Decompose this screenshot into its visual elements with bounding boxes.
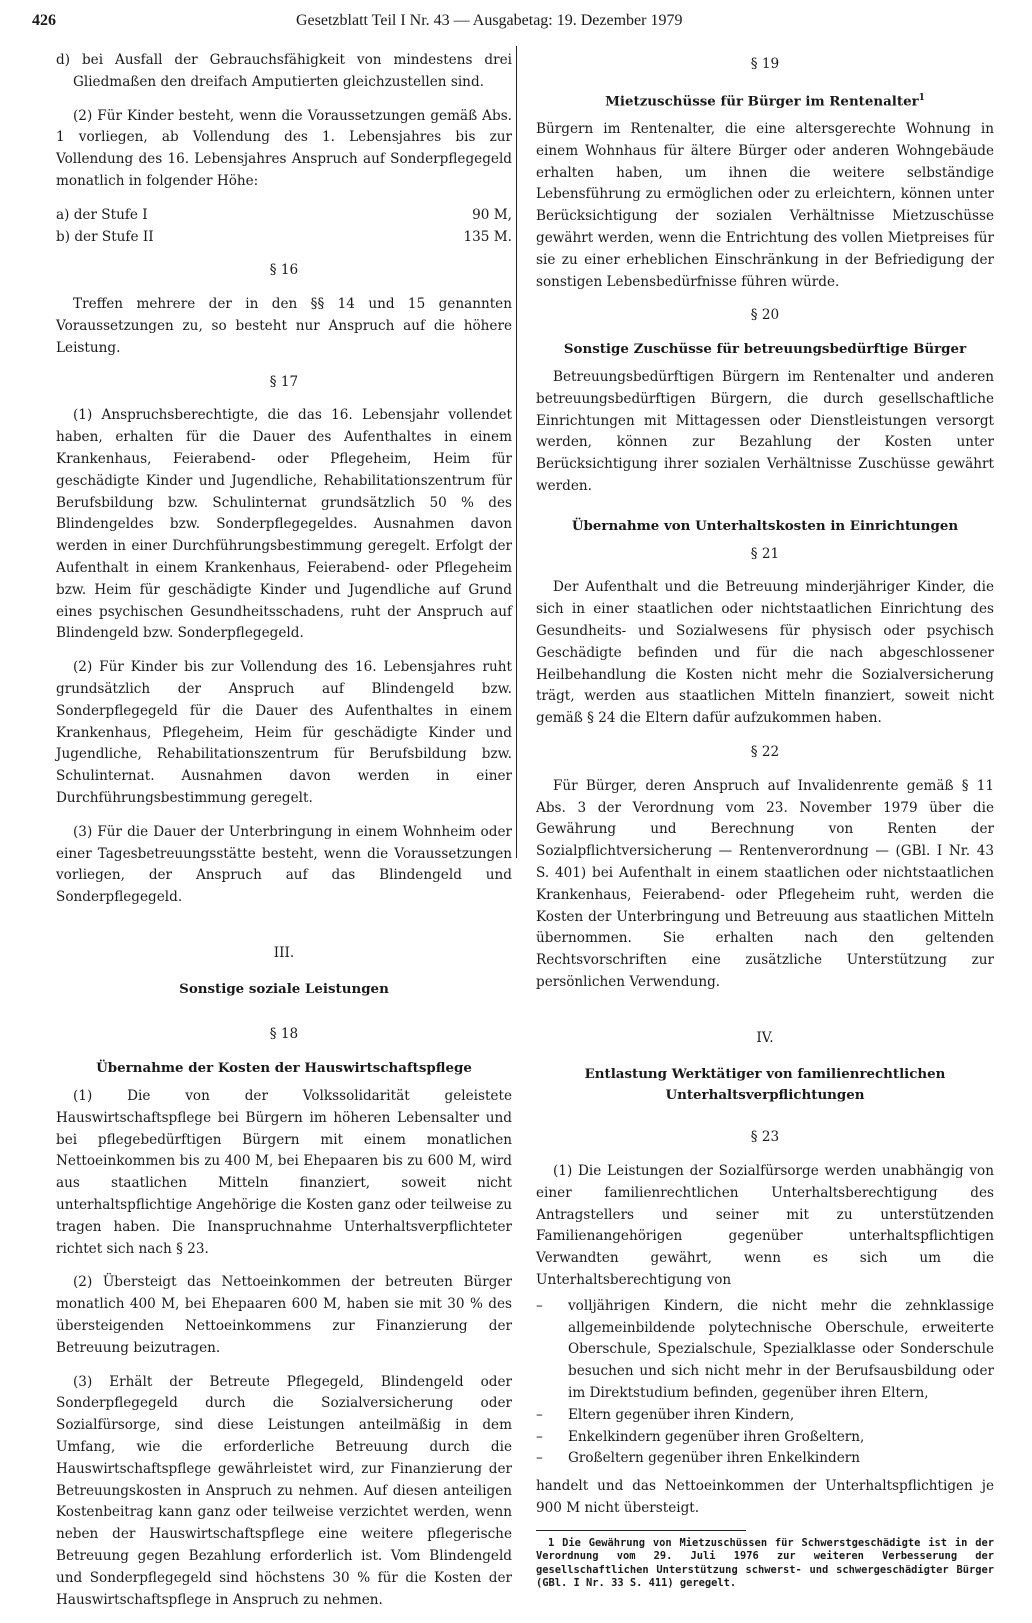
section-18-title: Übernahme der Kosten der Hauswirtschaftspflege — [96, 1060, 472, 1077]
section-20-text: Betreuungsbedürftigen Bürgern im Rentenalter und anderen betreuungsbedürftigen Bürgern, die durch gesellschaftliche Einrichtungen mit Mittagessen oder Dienstleistungen versorgt werden, können zur Bezahlung der Kosten unter Berücksichtigung ihrer sozialen Verhältnisse Zuschüsse gewährt werden. — [536, 369, 994, 495]
section-23-intro: (1) Die Leistungen der Sozialfürsorge werden unabhängig von einer familienrechtlichen Unterhaltsberechtigung des Antragstellers und seiner mit zu unterstützenden Familienangehörigen gegenüber unterhaltspflichtigen Verwandten gewährt, wenn es sich um die Unterhaltsberechtigung von — [536, 1162, 994, 1288]
list-item-text: Eltern gegenüber ihren Kindern, — [568, 1406, 795, 1423]
list-item — [536, 1448, 994, 1470]
footnote-rule — [536, 1530, 746, 1531]
list-item-text: volljährigen Kindern, die nicht mehr die zehnklassige allgemeinbildende polytechnische Oberschule, erweiterte Oberschule, Spezialschule, Spezialklasse oder Sonderschule besuchen und sich nicht mehr in der Berufsausbildung oder im Direktstudium befinden, gegenüber ihren Eltern, — [568, 1297, 994, 1401]
amount-row — [56, 227, 512, 249]
list-item-text: Großeltern gegenüber ihren Enkelkindern — [568, 1450, 861, 1467]
section-21-text: Der Aufenthalt und die Betreuung minderjähriger Kinder, die sich in einer staatlichen oder nichtstaatlichen Einrichtung des Gesundheits- und Sozialwesens für physisch oder psychisch Geschädigte befinden und für die nach abgeschlossener Heilbehandlung die Kosten nicht mehr die Sozialversicherung trägt, werden aus staatlichen Mitteln finanziert, soweit nicht gemäß § 24 die Eltern dafür aufzukommen haben. — [536, 579, 994, 727]
amounts-list — [56, 205, 512, 249]
footnote: 1 Die Gewährung von Mietzuschüssen für Schwerstgeschädigte ist in der Verordnung vom 29. Juli 1976 zur weiteren Verbesserung der gesellschaftlichen Unterstützung schwerst- und schwergeschädigter Bürger (GBl. I Nr. 33 S. 411) geregelt. — [536, 1536, 994, 1590]
section-23-end: handelt und das Nettoeinkommen der Unterhaltspflichtigen je 900 M nicht übersteigt. — [536, 1478, 994, 1516]
section-19-title-text: Mietzuschüsse für Bürger im Rentenalter — [605, 93, 919, 110]
section-23-list — [536, 1296, 994, 1470]
item-d: d) bei Ausfall der Gebrauchsfähigkeit von mindestens drei Gliedmaßen den dreifach Amputierten gleichzustellen sind. — [56, 52, 512, 90]
section-23-number: § 23 — [750, 1129, 780, 1146]
list-item-text: Enkelkindern gegenüber ihren Großeltern, — [568, 1428, 865, 1445]
part-iv-number: IV. — [756, 1029, 774, 1046]
list-item — [536, 1296, 994, 1405]
amount-row — [56, 205, 512, 227]
section-21-number: § 21 — [750, 545, 780, 562]
amount-value: 135 M. — [463, 228, 512, 245]
dash-marker: – — [536, 1297, 543, 1314]
right-column — [536, 50, 994, 1591]
page-number: 426 — [32, 12, 56, 29]
section-17-number: § 17 — [269, 373, 299, 390]
part-iii-number: III. — [273, 944, 295, 961]
group-heading: Übernahme von Unterhaltskosten in Einrichtungen — [571, 517, 959, 534]
column-divider — [516, 46, 517, 858]
section-18-paragraph-1: (1) Die von der Volkssolidarität geleistete Hauswirtschaftspflege bei Bürgern im höheren Lebensalter und bei pflegebedürftigen Bürgern mit einem monatlichen Nettoeinkommen bis zu 400 M, bei Ehepaaren bis zu 600 M, wird aus staatlichen Mitteln finanziert, soweit nicht unterhaltspflichtige Angehörige die Kosten ganz oder teilweise zu tragen haben. Die Inanspruchnahme Unterhaltsverpflichteter richtet sich nach § 23. — [56, 1088, 512, 1257]
section-16-text: Treffen mehrere der in den §§ 14 und 15 genannten Voraussetzungen zu, so besteht nur Anspruch auf die höhere Leistung. — [56, 296, 512, 356]
section-22-number: § 22 — [750, 743, 780, 760]
page-header — [32, 12, 1032, 36]
section-19-text: Bürgern im Rentenalter, die eine altersgerechte Wohnung in einem Wohnhaus für ältere Bürger oder anderen Wohngebäude erhalten haben, um ihnen die weitere selbständige Lebensführung zu ermöglichen oder zu erleichtern, können unter Berücksichtigung der sozialen Verhältnisse Mietzuschüsse gewährt werden, wenn die Entrichtung des vollen Mietpreises für sie zu einer erheblichen Einschränkung in der Befriedigung der sonstigen Lebensbedürfnisse führen würde. — [536, 121, 994, 290]
dash-marker: – — [536, 1428, 543, 1445]
list-item — [536, 1405, 994, 1427]
amount-label: b) der Stufe II — [56, 228, 154, 245]
dash-marker: – — [536, 1450, 543, 1467]
part-iv-title-line-2: Unterhaltsverpflichtungen — [665, 1087, 865, 1104]
section-22-text: Für Bürger, deren Anspruch auf Invalidenrente gemäß § 11 Abs. 3 der Verordnung vom 23. November 1979 über die Gewährung und Berechnung von Renten der Sozialpflichtversicherung — Rentenverordnung — (GBl. I Nr. 43 S. 401) bei Aufenthalt in einem staatlichen oder nichtstaatlichen Krankenhaus, Feierabend- oder Pflegeheim ruht, werden die Kosten der Unterbringung und Betreuung aus staatlichen Mitteln übernommen. Sie erhalten nach den geltenden Rechtsvorschriften eine zusätzliche Unterstützung zur persönlichen Verwendung. — [536, 777, 994, 990]
section-18-paragraph-2: (2) Übersteigt das Nettoeinkommen der betreuten Bürger monatlich 400 M, bei Ehepaaren 600 M, haben sie mit 30 % des übersteigenden Nettoeinkommens zur Finanzierung der Betreuung beizutragen. — [56, 1274, 512, 1356]
amount-value: 90 M, — [472, 206, 512, 223]
section-20-title: Sonstige Zuschüsse für betreuungsbedürftige Bürger — [563, 341, 967, 358]
gazette-title: Gesetzblatt Teil I Nr. 43 — Ausgabetag: 19. Dezember 1979 — [296, 12, 683, 29]
section-19-title — [536, 88, 994, 113]
section-16-number: § 16 — [269, 262, 299, 279]
part-iv-title-line-1: Entlastung Werktätiger von familienrechtlichen — [584, 1065, 946, 1082]
section-18-number: § 18 — [269, 1026, 299, 1043]
section-17-paragraph-1: (1) Anspruchsberechtigte, die das 16. Lebensjahr vollendet haben, erhalten für die Dauer des Aufenthaltes in einem Krankenhaus, Feierabend- oder Pflegeheim, Heim für geschädigte Kinder und Jugendliche, Rehabilitationszentrum für Berufsbildung bzw. Schulinternat grundsätzlich 50 % des Blindengeldes bzw. Sonderpflegegeldes. Ausnahmen davon werden in einer Durchführungsbestimmung geregelt. Erfolgt der Aufenthalt in einem Krankenhaus, Feierabend- oder Pflegeheim bzw. Heim für geschädigte Kinder und Jugendliche auf Grund eines psychischen Gesundheitsschadens, ruht der Anspruch auf Blindengeld bzw. Sonderpflegegeld. — [56, 407, 512, 642]
part-iii-title: Sonstige soziale Leistungen — [179, 980, 389, 997]
section-17-paragraph-3: (3) Für die Dauer der Unterbringung in einem Wohnheim oder einer Tagesbetreuungsstätte besteht, wenn die Voraussetzungen vorliegen, der Anspruch auf das Blindengeld und Sonderpflegegeld. — [56, 823, 512, 906]
dash-marker: – — [536, 1406, 543, 1423]
section-18-paragraph-3: (3) Erhält der Betreute Pflegegeld, Blindengeld oder Sonderpflegegeld durch die Sozialversicherung oder Sozialfürsorge, sind diese Leistungen anteilmäßig in dem Umfang, wie die erforderliche Betreuung durch die Hauswirtschaftspflege gewährleistet wird, zur Finanzierung der Betreuungskosten in Anspruch zu nehmen. Auf diesen anteiligen Kostenbeitrag kann ganz oder teilweise verzichtet werden, wenn neben der Hauswirtschaftspflege eine weitere pflegerische Betreuung gegen Bezahlung erforderlich ist. Vom Blindengeld und Sonderpflegegeld sind höchstens 30 % für die Kosten der Hauswirtschaftspflege in Anspruch zu nehmen. — [56, 1373, 512, 1608]
section-20-number: § 20 — [750, 307, 780, 324]
s15-paragraph-2: (2) Für Kinder besteht, wenn die Voraussetzungen gemäß Abs. 1 vorliegen, ab Vollendung des 1. Lebensjahres bis zur Vollendung des 16. Lebensjahres Anspruch auf Sonderpflegegeld monatlich in folgender Höhe: — [56, 107, 512, 189]
section-17-paragraph-2: (2) Für Kinder bis zur Vollendung des 16. Lebensjahres ruht grundsätzlich der Anspruch auf Blindengeld bzw. Sonderpflegegeld für die Dauer des Aufenthaltes in einem Krankenhaus, Pflegeheim, Heim für geschädigte Kinder und Jugendliche, Rehabilitationszentrum für Berufsbildung bzw. Schulinternat. Ausnahmen davon werden in einer Durchführungsbestimmung geregelt. — [56, 659, 512, 806]
section-19-number: § 19 — [750, 56, 780, 72]
left-column — [56, 50, 512, 1623]
amount-label: a) der Stufe I — [56, 206, 148, 223]
footnote-ref: 1 — [918, 92, 925, 103]
list-item — [536, 1427, 994, 1449]
